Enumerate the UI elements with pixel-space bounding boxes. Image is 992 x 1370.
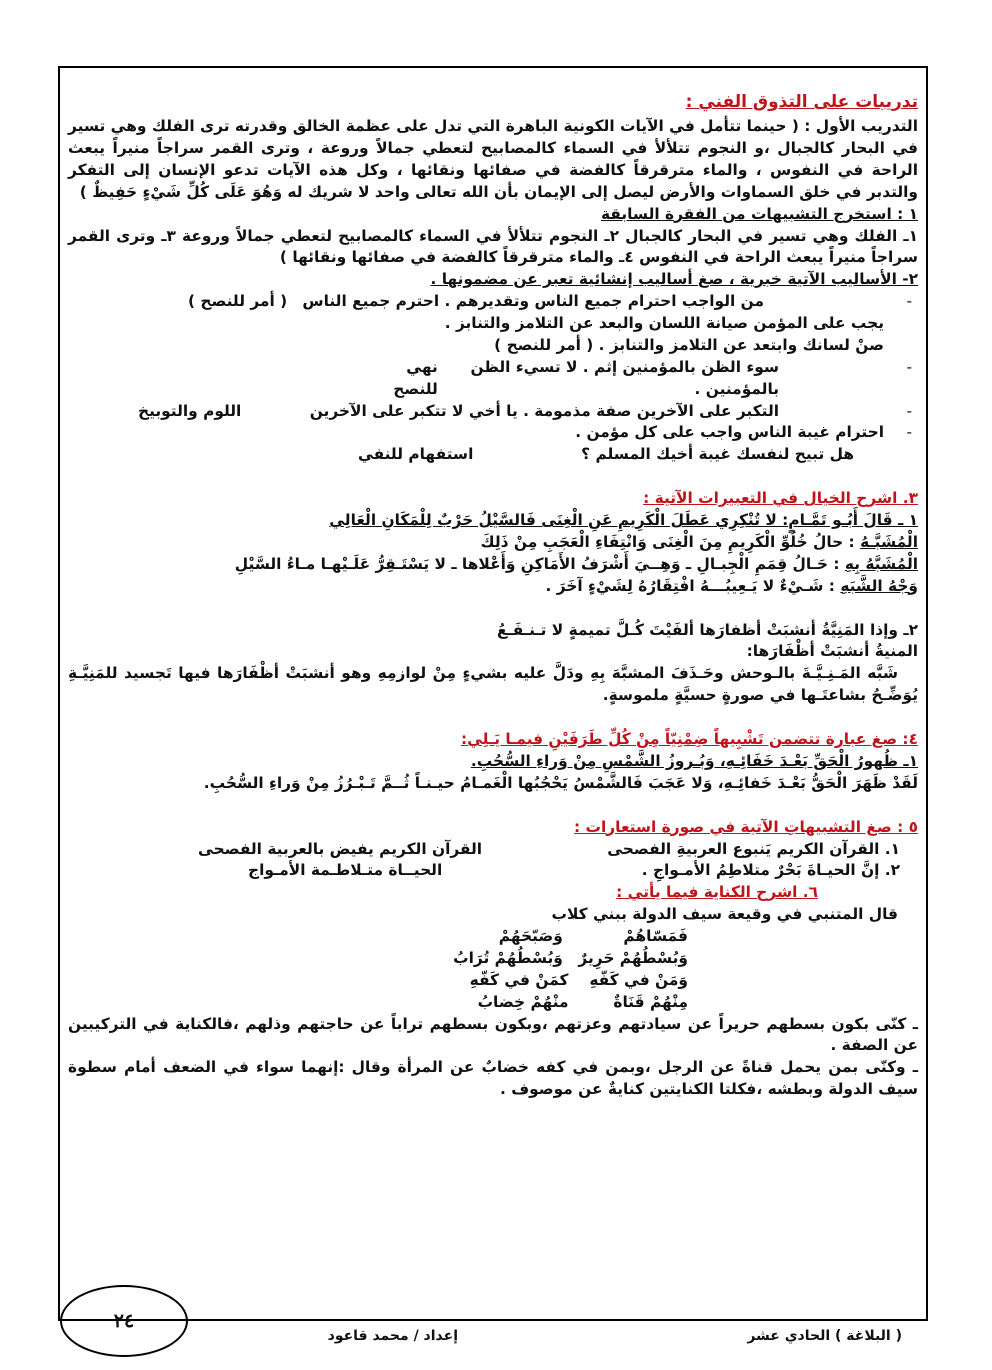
footer-subject: ( البلاغة ) الحادي عشر	[747, 1328, 902, 1344]
q2-item-text: - التكبر على الآخرين صفة مذمومة . يا أخي لا تتكبر على الآخرين	[309, 401, 779, 420]
q6-intro: قال المتنبي في وقيعة سيف الدولة ببني كلاب	[551, 905, 898, 924]
q1-answer: ١ـ الفلك وهي تسير في البحار كالجبال ٢ـ النجوم تتلألأ في السماء كالمصابيح لتعطي جمالاً وروعة ٣ـ وترى القمر سراجاً منيراً يبعث الراحة في النفوس ٤ـ والماء مترقرقاً كالفضة في صفائها ونقائها )	[68, 226, 919, 267]
q5-item	[68, 839, 918, 861]
q3-wajh-text: : شَـيْءٌ لا يَـعِيبُـــهُ افْتِقَارُهُ لِشَيْءٍ آخَرَ .	[545, 576, 841, 595]
page-number: ٢٤	[60, 1285, 188, 1357]
q6-verse-second: كمَنْ في كَفّهِ منْهُمْ خِضابُ	[469, 970, 569, 1011]
q3-mushabbah-label: الْمُشَبَّـهُ	[860, 532, 918, 551]
page-title: تدريبات على التذوق الفني :	[685, 92, 918, 112]
q6-explain-2: ـ وكنّى بمن يحمل قناةً عن الرجل ،وبمن في كفه خضابٌ عن المرأة وقال :إنهما سواء في الضعف أمام سطوة سيف الدولة وبطشه ،فكلتا الكنايتين كنايةٌ عن موصوف .	[68, 1058, 918, 1099]
q2-item-text: هل تبيح لنفسك غيبة أخيك المسلم ؟	[581, 445, 854, 464]
q2-item-note: استفهام للنفي	[358, 445, 474, 464]
q2-item-text: صنْ لسانك وابتعد عن التلامز والتنابز . ( أمر للنصح )	[494, 335, 884, 354]
q6-verse-second: وَصَبّحَهُمْ وَبُسْطُهُمْ تُرَابُ	[453, 927, 563, 967]
q6-verse	[68, 926, 918, 970]
q3-verse2-explain: شَبَّه المَـنِـيَّـةَ بالـوحش وحَـذَفَ المشبَّهَ بِهِ ودَلَّ عليه بشيءٍ مِنْ لوازمِهِ وهو أنشبَتْ أظْفَارَها فيها تَجسيد للمَنِيَّـةِ يُوَضِّـحُ بشاعتَـها في صورةٍ حسيَّةٍ ملموسةٍ.	[68, 664, 918, 705]
q3-mushabbah-bih-text: : حَـالُ قِمَمِ الْجِبـالِ ـ وَهِــيَ أَشْرَفُ الأَمَاكِنِ وَأَعْلاها ـ لا يَسْتَـقِرُّ عَلَـيْهـا مـاءُ السَّيْلِ	[234, 554, 845, 573]
q2-item	[68, 401, 884, 423]
q2-list	[68, 291, 918, 466]
q6-verse	[68, 970, 918, 1014]
q2-item-text: - احترام غيبة الناس واجب على كل مؤمن .	[575, 423, 884, 442]
q3-mushabbah	[68, 532, 918, 554]
q5-item-answer: الحيــاة متـلاطـمة الأمـواج	[248, 861, 443, 880]
q2-item	[68, 335, 884, 357]
q3-mushabbah-text: : حالُ خُلُوِّ الْكَرِيمِ مِنَ الْغِنَى وَانْتِفَاءِ الْعَجَبِ مِنْ ذَلِكَ	[480, 532, 861, 551]
q3-verse2: ٢ـ وإذا المَنِيَّةُ أنشبَتْ أظفارَها ألفَيْتَ كُـلَّ تميمةٍ لا تـنـفَـعُ	[497, 620, 918, 639]
q5-heading: ٥ : صغ التشبيهاتِ الآتية في صورة استعارات :	[574, 817, 918, 836]
q2-item-text: - سوء الظن بالمؤمنين إثم . لا تسيء الظن بالمؤمنين .	[470, 357, 779, 398]
q2-item	[68, 422, 884, 444]
exercise1-paragraph: التدريب الأول : ( حينما تتأمل في الآيات الكونية الباهرة التي تدل على عظمة الخالق وقدرته ترى الفلك وهي تسير في البحار كالجبال ،و النجوم تتلألأ في السماء كالمصابيح لتعطي جمالاً وروعة ، وترى القمر سراجاً منيراً يبعث الراحة في النفوس ، والماء مترقرقاً كالفضة في صفائها ونقائها ، وكل هذه الآيات تدعو الإنسان إلى التفكر والتدبر في خلق السماوات والأرض ليصل إلى الإيمان بأن الله تعالى واحد لا شريك له وَهُوَ عَلَى كُلِّ شَيْءٍ حَفِيظٌ )	[68, 117, 918, 201]
footer-author: إعداد / محمد قاعود	[327, 1328, 458, 1344]
q5-item-text: ٢. إنَّ الحيـاةَ بَحْرٌ متلاطِمُ الأمـواجِ .	[641, 861, 900, 880]
q3-mushabbah-bih-label: الْمُشَبَّهُ بِهِ	[844, 554, 918, 573]
q2-item-note: نهي للنصح	[393, 357, 438, 398]
q6-verse-first: وَمَنْ في كَفّهِ مِنْهُمْ قَنَاةٌ	[589, 970, 688, 1011]
q5-item-answer: القرآن الكريم يفيض بالعربية الفصحى	[198, 839, 483, 858]
q2-item	[68, 313, 884, 335]
q6-explain-1: ـ كنّى بكون بسطهم حريراً عن سيادتهم وعزتهم ،وبكون بسطهم تراباً عن حاجتهم وذلهم ،فالكناية في التركيبين عن الصفة .	[68, 1014, 918, 1055]
q3-wajh-label: وَجْهُ الشَّبَهِ	[840, 576, 918, 595]
q3-heading: ٣. اشرح الخيال في التعبيرات الآتية :	[643, 489, 918, 508]
q2-item-text: يجب على المؤمن صيانة اللسان والبعد عن التلامز والتنابز .	[444, 314, 884, 332]
q2-item	[68, 357, 884, 401]
q2-item	[68, 444, 884, 466]
q1-heading: ١ : استخرج التشبيهات من الفقرة السابقة	[600, 204, 918, 223]
page-content	[68, 90, 918, 1101]
q3-wajh	[68, 576, 918, 598]
q6-heading: ٦. اشرح الكناية فيما يأتي :	[616, 883, 818, 902]
q3-mushabbah-bih	[68, 554, 918, 576]
q2-item-note: اللوم والتوبيخ	[138, 401, 242, 420]
q3-verse1: ١ ـ قَالَ أَبُـو تَمَّـامٍ: لا تُنْكِرِي عَطَلَ الْكَرِيمِ عَنِ الْغِنَى فَالسَّيْلُ حَرْبٌ لِلْمَكَانِ الْعَالِي	[329, 511, 918, 529]
q4-line2: لَقَدْ ظَهَرَ الْحَقُّ بَعْـدَ خَفائِـهِ، وَلا عَجَبَ فَالشَّمْسُ يَحْجُبُها الْغَمـامُ حيـنـاً ثُــمَّ تَـبْـرُزُ مِنْ وَراءِ السُّحُبِ.	[203, 773, 918, 792]
q2-heading: ٢- الأساليب الآتية خبرية ، صغ أساليب إنشائية تعبر عن مضمونها .	[430, 270, 918, 289]
q2-item-note: ( أمر للنصح )	[188, 292, 288, 311]
q5-item	[68, 860, 918, 882]
q2-item	[68, 291, 884, 313]
q5-item-text: ١. القرآن الكريم يَنبوع العربيةِ الفصحى	[607, 839, 900, 858]
q2-item-text: - من الواجب احترام جميع الناس وتقديرهم . احترم جميع الناس	[302, 292, 764, 311]
q6-verse-first: فَمَسّاهُمْ وَبُسْطُهُمْ حَرِيرٌ	[578, 927, 688, 967]
page-footer	[58, 1310, 928, 1366]
q4-heading: ٤: صغ عبارة تتضمن تَشْبِيهاً ضِمْنِيّاً مِنْ كُلِّ طَرَفَيْنِ فيمـا يَـلِي:	[460, 730, 918, 748]
q4-line1: ١ـ ظُهورُ الْحَقِّ بَعْـدَ خَفَائِـهِ، وَبُـروزُ الشَّمْسِ مِنْ وَراءِ السُّحُبِ.	[470, 751, 918, 770]
q3-verse2-phrase: المنيةُ أنشبَتْ أظْفَارَها:	[746, 642, 918, 661]
